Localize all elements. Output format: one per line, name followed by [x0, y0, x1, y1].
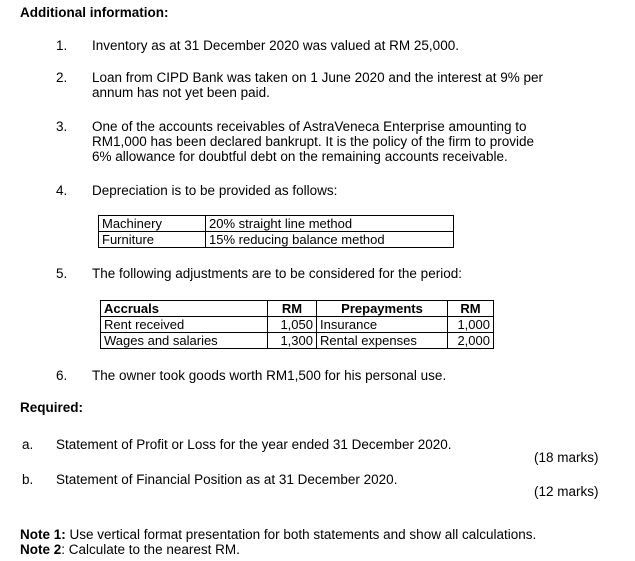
note-1 — [20, 527, 536, 542]
item-text-line: 6% allowance for doubtful debt on the remaining accounts receivable. — [92, 149, 508, 164]
item-number: 1. — [56, 38, 68, 53]
adjustments-table — [100, 300, 494, 349]
table-cell: Rent received — [101, 317, 268, 333]
item-text-line: annum has not yet been paid. — [92, 85, 270, 100]
table-row — [101, 333, 494, 349]
asset-cell: Machinery — [99, 216, 206, 232]
item-number: 3. — [56, 119, 68, 134]
item-text-line: Loan from CIPD Bank was taken on 1 June 2020 and the interest at 9% per — [92, 70, 544, 85]
item-text: Depreciation is to be provided as follows: — [92, 183, 338, 198]
table-row — [99, 216, 454, 232]
table-cell: Rental expenses — [317, 333, 448, 349]
table-cell: 1,300 — [268, 333, 317, 349]
note-2 — [20, 542, 240, 557]
note-text: Use vertical format presentation for both statements and show all calculations. — [65, 527, 537, 542]
note-label: Note 2 — [20, 542, 62, 557]
header-cell: RM — [268, 301, 317, 317]
table-row — [99, 232, 454, 248]
item-number: 5. — [56, 266, 68, 281]
task-letter: b. — [22, 472, 34, 487]
item-text-line: RM1,000 has been declared bankrupt. It is the policy of the firm to provide — [92, 134, 534, 149]
item-text: The owner took goods worth RM1,500 for his personal use. — [92, 368, 447, 383]
task-marks: (12 marks) — [534, 484, 599, 499]
item-number: 4. — [56, 183, 68, 198]
depreciation-table — [98, 215, 454, 248]
header-cell: Accruals — [101, 301, 268, 317]
method-cell: 20% straight line method — [206, 216, 454, 232]
item-text: The following adjustments are to be considered for the period: — [92, 266, 462, 281]
table-header-row — [101, 301, 494, 317]
task-text: Statement of Profit or Loss for the year ended 31 December 2020. — [56, 437, 452, 452]
asset-cell: Furniture — [99, 232, 206, 248]
table-cell: Insurance — [317, 317, 448, 333]
table-cell: 1,050 — [268, 317, 317, 333]
item-text: Inventory as at 31 December 2020 was valued at RM 25,000. — [92, 38, 459, 53]
item-number: 2. — [56, 70, 68, 85]
item-number: 6. — [56, 368, 68, 383]
table-cell: 2,000 — [448, 333, 494, 349]
required-heading: Required: — [20, 400, 84, 415]
note-label: Note 1: — [20, 527, 66, 542]
table-cell: Wages and salaries — [101, 333, 268, 349]
header-cell: Prepayments — [317, 301, 448, 317]
note-text: : Calculate to the nearest RM. — [61, 542, 240, 557]
table-row — [101, 317, 494, 333]
table-cell: 1,000 — [448, 317, 494, 333]
task-text: Statement of Financial Position as at 31 December 2020. — [56, 472, 398, 487]
header-cell: RM — [448, 301, 494, 317]
task-letter: a. — [22, 437, 34, 452]
method-cell: 15% reducing balance method — [206, 232, 454, 248]
item-text-line: One of the accounts receivables of AstraVeneca Enterprise amounting to — [92, 119, 527, 134]
task-marks: (18 marks) — [534, 450, 599, 465]
section-heading: Additional information: — [20, 5, 169, 20]
